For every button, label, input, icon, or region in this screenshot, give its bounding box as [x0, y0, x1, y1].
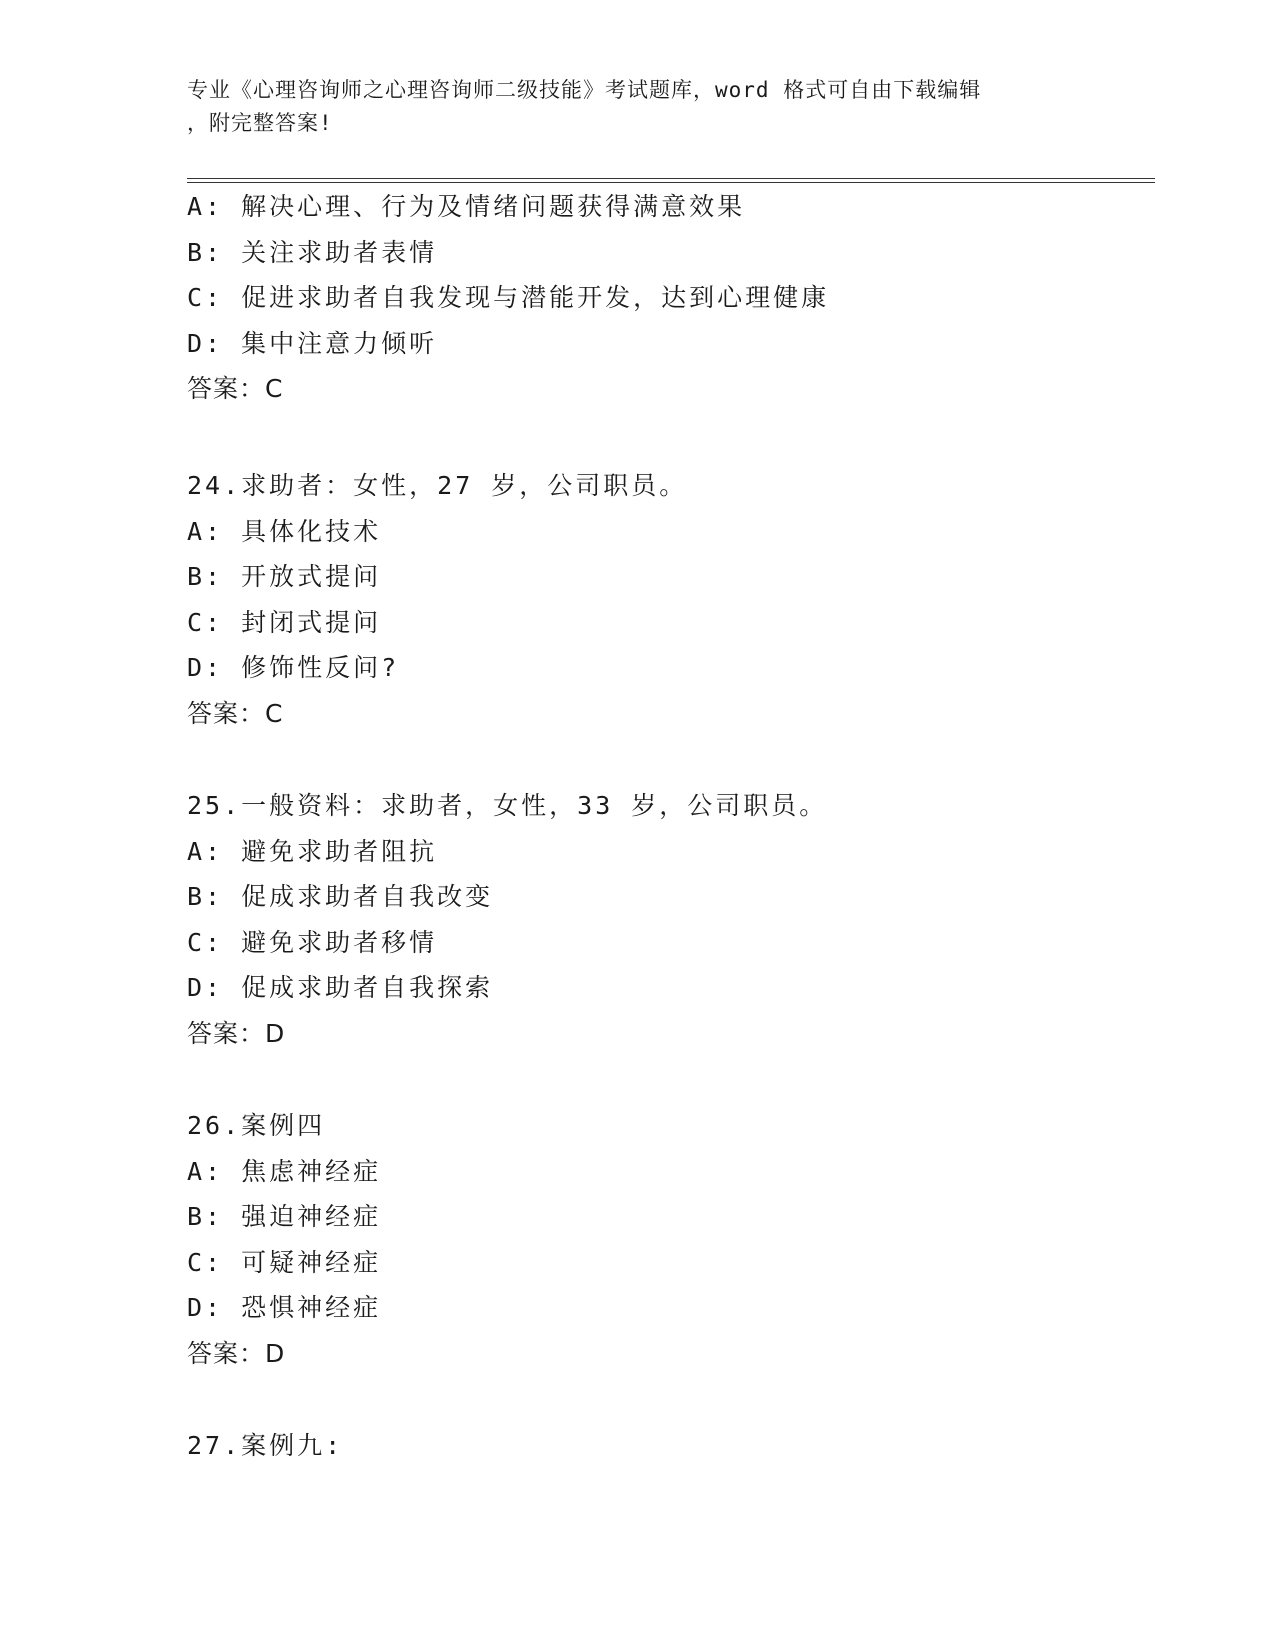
answer: 答案：D	[187, 1018, 286, 1048]
option-c: C: 避免求助者移情	[187, 927, 438, 957]
option-d: D: 修饰性反问?	[187, 653, 400, 683]
header-divider-bottom	[187, 182, 1155, 183]
question-25	[187, 783, 827, 1057]
question-24	[187, 463, 687, 737]
question-stem: 24.求助者：女性，27 岁，公司职员。	[187, 471, 688, 500]
answer: 答案：C	[187, 374, 284, 404]
question-27	[187, 1423, 343, 1469]
option-c: C: 封闭式提问	[187, 607, 382, 637]
question-stem: 27.案例九:	[187, 1431, 344, 1460]
option-b: B: 强迫神经症	[187, 1202, 382, 1232]
header-divider-top	[187, 178, 1155, 179]
option-b: B: 促成求助者自我改变	[187, 882, 494, 912]
question-stem: 25.一般资料：求助者，女性，33 岁，公司职员。	[187, 791, 828, 820]
option-a: A: 避免求助者阻抗	[187, 836, 438, 866]
option-d: D: 集中注意力倾听	[187, 328, 438, 358]
option-b: B: 关注求助者表情	[187, 237, 438, 267]
answer: 答案：D	[187, 1338, 286, 1368]
document-header	[187, 74, 1087, 140]
option-b: B: 开放式提问	[187, 562, 382, 592]
question-26	[187, 1103, 381, 1377]
option-c: C: 可疑神经症	[187, 1247, 382, 1277]
answer: 答案：C	[187, 698, 284, 728]
option-a: A: 焦虑神经症	[187, 1156, 382, 1186]
option-a: A: 解决心理、行为及情绪问题获得满意效果	[187, 192, 746, 221]
option-c: C: 促进求助者自我发现与潜能开发，达到心理健康	[187, 283, 830, 313]
header-line-1: 专业《心理咨询师之心理咨询师二级技能》考试题库，word 格式可自由下载编辑	[187, 78, 982, 102]
question-stem: 26.案例四	[187, 1111, 326, 1140]
header-line-2: ，附完整答案!	[187, 111, 333, 135]
option-d: D: 恐惧神经症	[187, 1293, 382, 1323]
question-23-continued	[187, 184, 829, 412]
option-a: A: 具体化技术	[187, 516, 382, 546]
option-d: D: 促成求助者自我探索	[187, 973, 494, 1003]
